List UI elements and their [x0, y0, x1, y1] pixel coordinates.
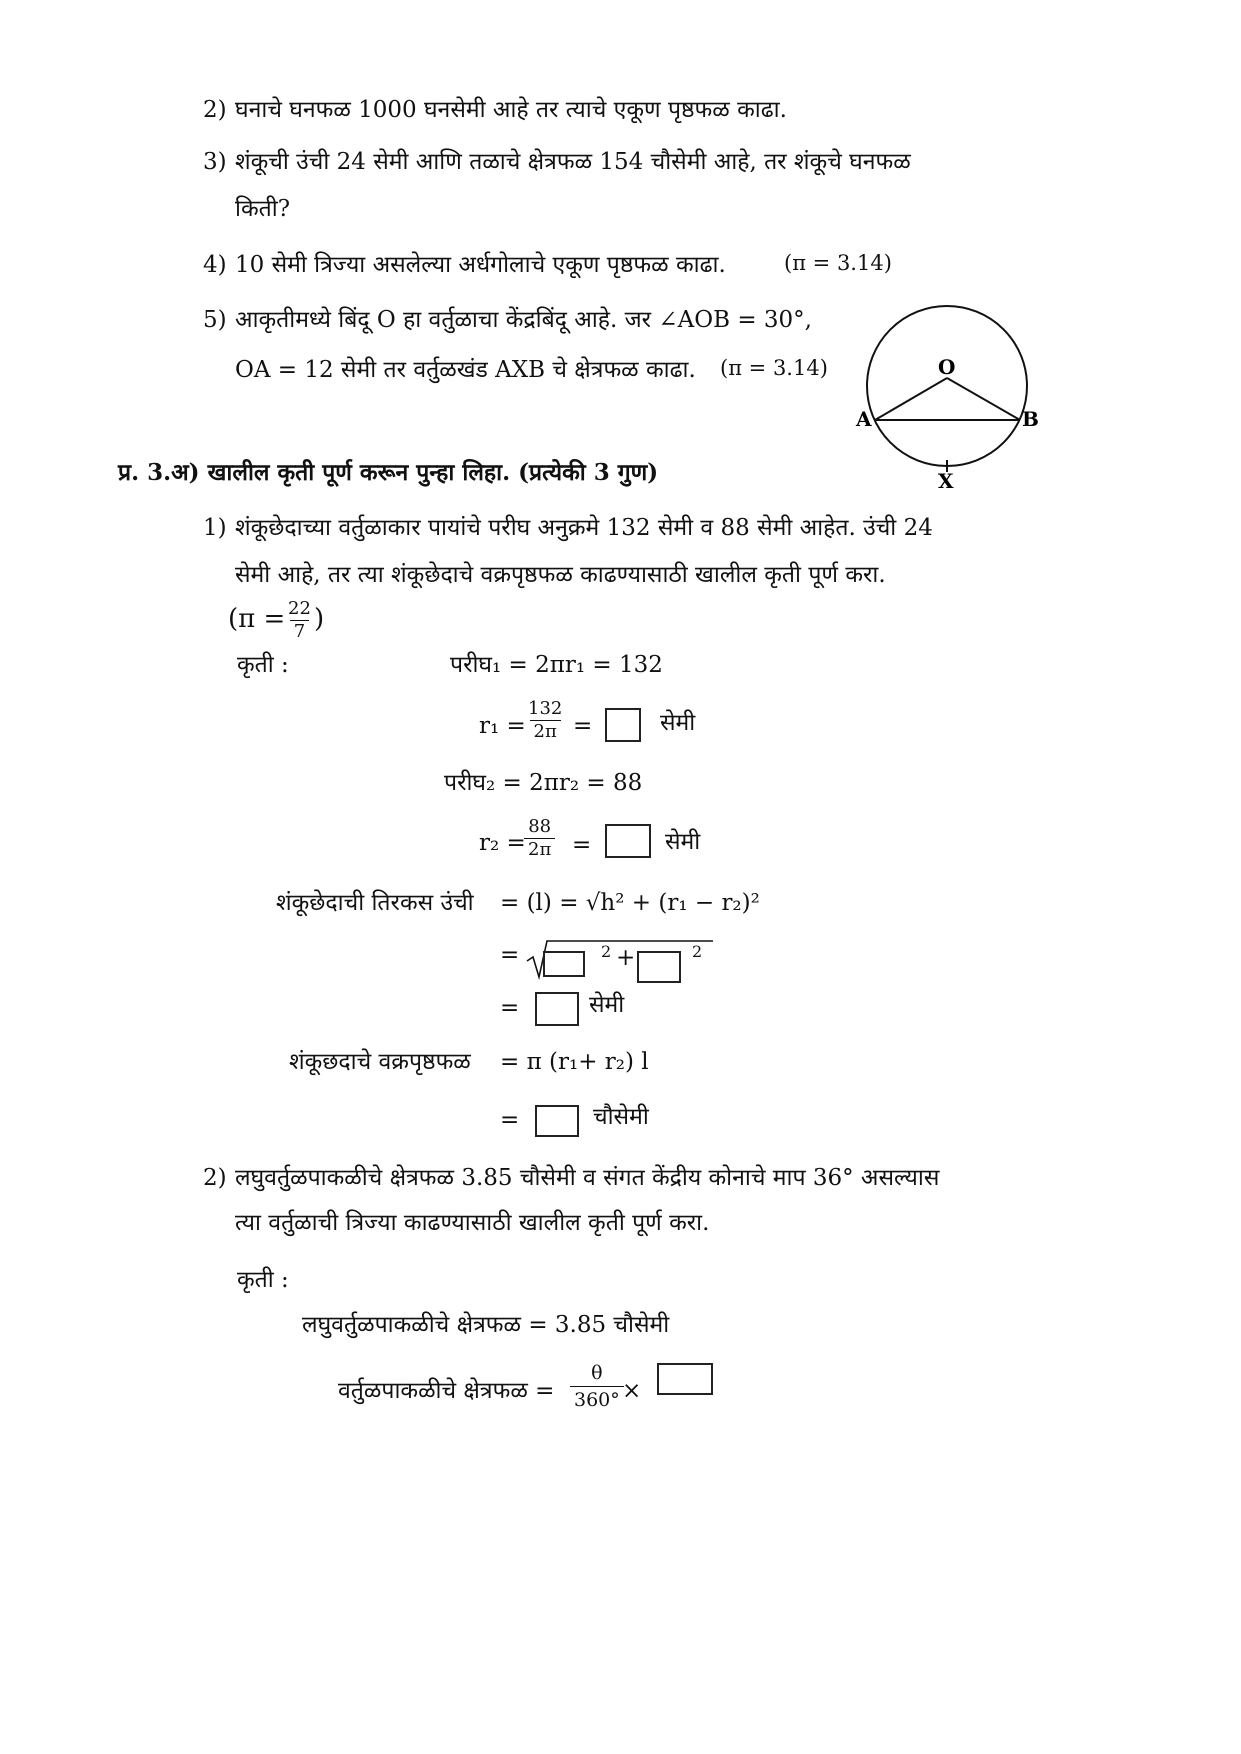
- question-4-text: 10 सेमी त्रिज्या असलेल्या अर्धगोलाचे एकूण पृष्ठफळ काढा.: [235, 252, 726, 278]
- circle-outline: [867, 306, 1027, 466]
- q1-diff-box[interactable]: [637, 951, 681, 983]
- q1-r2-equals: =: [572, 832, 592, 858]
- q1-r2-answer-box[interactable]: [605, 824, 651, 858]
- q1-sup2-first: 2: [601, 942, 612, 961]
- q1-h-box[interactable]: [543, 951, 585, 977]
- q1-slant-formula: = (l) = √h² + (r₁ − r₂)²: [500, 890, 760, 916]
- q2-number: 2): [203, 1165, 227, 1191]
- q1-r2-unit: सेमी: [665, 829, 701, 855]
- q1-slant-result-equals: =: [500, 995, 520, 1021]
- q1-step1: परीघ₁ = 2πr₁ = 132: [450, 652, 663, 678]
- q1-line1: शंकूछेदाच्या वर्तुळाकार पायांचे परीघ अनुक्रमे 132 सेमी व 88 सेमी आहेत. उंची 24: [235, 515, 933, 541]
- q1-slant-answer-box[interactable]: [535, 992, 579, 1026]
- q2-line2: त्या वर्तुळाची त्रिज्या काढण्यासाठी खालील कृती पूर्ण करा.: [235, 1210, 710, 1236]
- q2-line1: लघुवर्तुळपाकळीचे क्षेत्रफळ 3.85 चौसेमी व संगत केंद्रीय कोनाचे माप 36° असल्यास: [235, 1165, 940, 1191]
- label-a: A: [856, 407, 872, 431]
- q1-r2-denominator: 2π: [524, 838, 555, 861]
- q1-r1-fraction: [524, 698, 566, 743]
- q2-theta-fraction: [570, 1360, 624, 1413]
- q1-r1-denominator: 2π: [530, 720, 561, 743]
- question-5-number: 5): [203, 307, 227, 333]
- q1-curved-unit: चौसेमी: [593, 1104, 649, 1130]
- q1-line2: सेमी आहे, तर त्या शंकूछेदाचे वक्रपृष्ठफळ काढण्यासाठी खालील कृती पूर्ण करा.: [235, 562, 886, 588]
- q2-times: ×: [622, 1378, 642, 1404]
- q1-kruti-label: कृती :: [237, 652, 289, 678]
- question-5-line2: OA = 12 सेमी तर वर्तुळखंड AXB चे क्षेत्रफळ काढा.: [235, 357, 696, 383]
- label-x: X: [938, 469, 954, 493]
- q1-r1-answer-box[interactable]: [605, 708, 641, 742]
- question-4-number: 4): [203, 252, 227, 278]
- q2-kruti-label: कृती :: [237, 1267, 289, 1293]
- q1-number: 1): [203, 515, 227, 541]
- question-4-pi-note: (π = 3.14): [784, 251, 892, 275]
- q1-r1-lhs: r₁ =: [479, 713, 526, 739]
- q1-pi-denominator: 7: [290, 620, 309, 643]
- q1-pi-left: (π =: [228, 604, 286, 634]
- q1-sup2-second: 2: [692, 942, 703, 961]
- q1-slant-label: शंकूछेदाची तिरकस उंची: [276, 890, 474, 916]
- q2-answer-box[interactable]: [657, 1363, 713, 1395]
- q1-r2-lhs: r₂ =: [479, 830, 526, 856]
- q1-curved-result-equals: =: [500, 1107, 520, 1133]
- q1-pi-fraction: [284, 598, 315, 643]
- question-5-pi-note: (π = 3.14): [720, 356, 828, 380]
- q2-area-line: लघुवर्तुळपाकळीचे क्षेत्रफळ = 3.85 चौसेमी: [302, 1312, 670, 1338]
- q2-sector-lhs: वर्तुळपाकळीचे क्षेत्रफळ =: [338, 1378, 555, 1404]
- q1-r2-fraction: [524, 816, 555, 861]
- q1-curved-label: शंकूछदाचे वक्रपृष्ठफळ: [289, 1049, 471, 1075]
- label-o: O: [938, 355, 956, 379]
- question-3-line2: किती?: [235, 196, 291, 222]
- q1-r2-numerator: 88: [528, 816, 552, 837]
- q1-pi-right: ): [314, 604, 325, 634]
- q1-step3: परीघ₂ = 2πr₂ = 88: [444, 770, 643, 796]
- radius-ob: [947, 378, 1020, 420]
- q1-plus: +: [616, 945, 636, 971]
- q1-pi-numerator: 22: [288, 598, 311, 619]
- label-b: B: [1022, 407, 1039, 431]
- question-2-number: 2): [203, 97, 227, 123]
- q1-slant-unit: सेमी: [589, 992, 625, 1018]
- question-5-line1: आकृतीमध्ये बिंदू O हा वर्तुळाचा केंद्रबिंदू आहे. जर ∠AOB = 30°,: [235, 307, 812, 333]
- q1-slant-sub-equals: =: [500, 942, 520, 968]
- q1-curved-formula: = π (r₁+ r₂) l: [500, 1049, 649, 1075]
- question-3-line1: शंकूची उंची 24 सेमी आणि तळाचे क्षेत्रफळ 154 चौसेमी आहे, तर शंकूचे घनफळ: [235, 149, 911, 175]
- q1-r1-numerator: 132: [528, 698, 563, 719]
- question-3-number: 3): [203, 149, 227, 175]
- question-2-text: घनाचे घनफळ 1000 घनसेमी आहे तर त्याचे एकूण पृष्ठफळ काढा.: [235, 97, 787, 123]
- radius-oa: [875, 378, 947, 420]
- q2-theta: θ: [591, 1362, 603, 1384]
- q1-r1-equals: =: [573, 713, 593, 739]
- q1-curved-answer-box[interactable]: [535, 1105, 579, 1137]
- q1-r1-unit: सेमी: [660, 710, 696, 736]
- q2-360: 360°: [570, 1386, 624, 1413]
- circle-figure: [850, 290, 1050, 495]
- section-heading: प्र. 3.अ) खालील कृती पूर्ण करून पुन्हा लिहा. (प्रत्येकी 3 गुण): [118, 459, 659, 486]
